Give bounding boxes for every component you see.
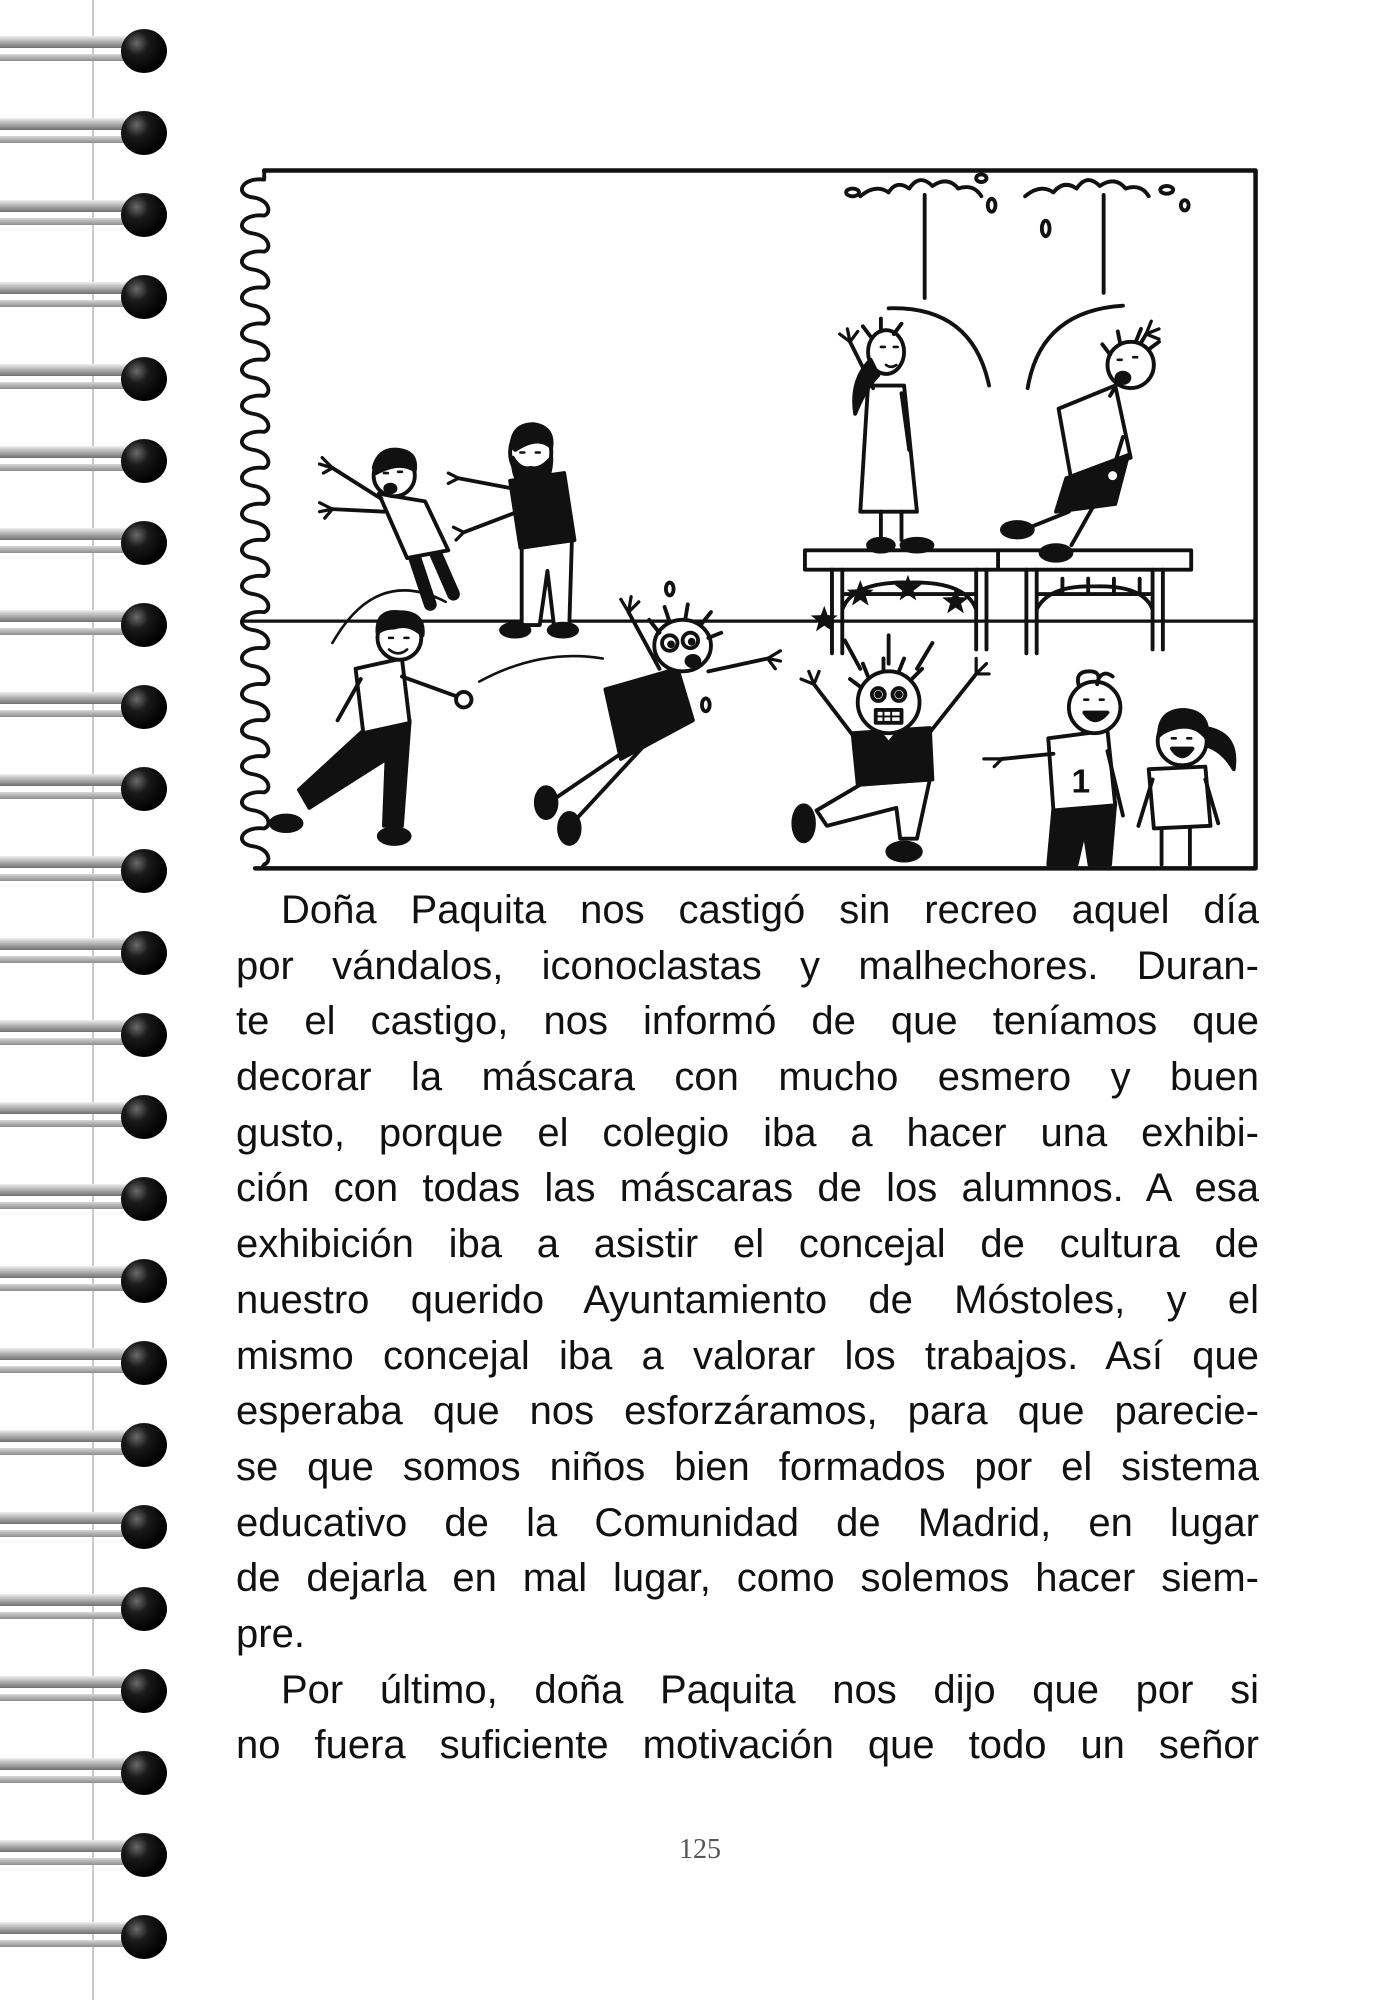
mouth [686, 656, 699, 666]
shoe [379, 828, 410, 843]
drop [1160, 186, 1173, 194]
sweat-drop [666, 583, 674, 596]
splash [1025, 180, 1149, 196]
binding-wire [0, 1940, 126, 1947]
binding-wire [0, 874, 126, 881]
impact-lines [845, 635, 933, 668]
binding-ring [0, 849, 170, 893]
shoe [793, 805, 814, 841]
shirt-number: 1 [1071, 763, 1091, 801]
pants [817, 780, 930, 839]
binding-hole [121, 29, 167, 73]
binding-wire [0, 300, 126, 307]
sweat-drop [702, 698, 710, 711]
legs [556, 749, 641, 819]
binding-hole [121, 1587, 167, 1631]
binding-ring [0, 685, 170, 729]
kid-standing-on-table-right [1002, 321, 1159, 560]
binding-wire [0, 136, 126, 143]
laughing-girl [1138, 710, 1234, 865]
binding-ring [0, 603, 170, 647]
drop [976, 174, 986, 182]
splash [860, 180, 981, 196]
bump-star [942, 588, 969, 614]
text-line: ción con todas las máscaras de los alumnos. A esa [236, 1166, 1259, 1211]
text-line: Doña Paquita nos castigó sin recreo aquel día [281, 888, 1259, 932]
binding-ring [0, 1751, 170, 1795]
fist [456, 692, 471, 707]
binding-hole [121, 193, 167, 237]
binding-hole [121, 1013, 167, 1057]
illustration-part [242, 171, 1256, 869]
bump-star [847, 580, 874, 606]
kid-with-bumps [793, 575, 989, 861]
binding-wire [0, 1858, 126, 1865]
binding-ring [0, 1095, 170, 1139]
text-line: te el castigo, nos informó de que teníamos que [236, 999, 1259, 1044]
text-line: gusto, porque el colegio iba a hacer una exhibi- [236, 1110, 1259, 1155]
drop [846, 189, 859, 197]
head [1108, 342, 1154, 388]
binding-wire [0, 1366, 126, 1373]
drop [1181, 200, 1189, 210]
text-line: pre. [236, 1611, 305, 1656]
binding-ring [0, 275, 170, 319]
hand [840, 329, 858, 342]
shoe [868, 539, 894, 552]
binding-hole [121, 439, 167, 483]
laughing-kid-number-one [984, 671, 1123, 864]
shoe [536, 787, 557, 818]
kid-being-pushed [320, 450, 454, 605]
text-line: se que somos niños bien formados por el sistema [236, 1444, 1259, 1489]
binding-wire [0, 956, 126, 963]
binding-hole [121, 1669, 167, 1713]
text-line: no fuera suficiente motivación que todo un señor [236, 1723, 1259, 1768]
binding-ring [0, 29, 170, 73]
mouth [1117, 373, 1130, 383]
binding-ring [0, 1587, 170, 1631]
text-line: decorar la máscara con mucho esmero y buen [236, 1055, 1259, 1100]
binding-wire [0, 1120, 126, 1127]
shirt [1149, 767, 1211, 829]
shirt [379, 494, 449, 558]
text-line: mismo concejal iba a valorar los trabajos. Así que [236, 1333, 1259, 1378]
binding-hole [121, 1259, 167, 1303]
binding-ring [0, 439, 170, 483]
text-line: por vándalos, iconoclastas y malhechores. Duran- [236, 943, 1259, 988]
pupil [690, 640, 694, 644]
text-line: de dejarla en mal lugar, como solemos hacer siem- [236, 1556, 1259, 1601]
text-line: nuestro querido Ayuntamiento de Móstoles, y el [236, 1277, 1259, 1322]
binding-ring [0, 1259, 170, 1303]
binding-ring [0, 1423, 170, 1467]
pants [299, 720, 410, 826]
text-line: esperaba que nos esforzáramos, para que parecie- [236, 1389, 1259, 1434]
binding-hole [121, 1505, 167, 1549]
pupil [876, 693, 880, 697]
text-line: Por último, doña Paquita nos dijo que por si [281, 1667, 1259, 1712]
binding-wire [0, 792, 126, 799]
binding-ring [0, 521, 170, 565]
binding-wire [0, 1038, 126, 1045]
shoe [902, 539, 933, 552]
text-line: educativo de la Comunidad de Madrid, en lugar [236, 1500, 1259, 1545]
binding-wire [0, 1202, 126, 1209]
shirt [356, 658, 410, 733]
mouth [385, 485, 395, 493]
binding-ring [0, 1177, 170, 1221]
hand [1146, 321, 1159, 339]
legs [1162, 826, 1190, 865]
binding-wire [0, 1530, 126, 1537]
shoe [549, 624, 577, 637]
binding-ring [0, 1341, 170, 1385]
bearded-kid-pushing [448, 424, 577, 636]
binding-hole [121, 1423, 167, 1467]
paragraph [236, 1663, 1259, 1774]
binding-ring [0, 193, 170, 237]
pants [522, 540, 572, 625]
binding-hole [121, 1751, 167, 1795]
binding-hole [121, 275, 167, 319]
pointing-finger [984, 759, 1002, 767]
shoe [271, 816, 302, 831]
binding-wire [0, 382, 126, 389]
page-number: 125 [679, 1834, 721, 1865]
shoe [559, 813, 580, 844]
kid-standing-on-table-left [840, 319, 933, 552]
binding-wire [0, 546, 126, 553]
binding-ring [0, 1833, 170, 1877]
binding-hole [121, 1341, 167, 1385]
kicking-kid [271, 590, 472, 844]
binding-ring [0, 1915, 170, 1959]
binding-hole [121, 1095, 167, 1139]
binding-hole [121, 521, 167, 565]
table-leg-right [1026, 570, 1162, 654]
spiral-binding [0, 0, 175, 2000]
binding-wire [0, 54, 126, 61]
text-line: exhibición iba a asistir el concejal de cultura de [236, 1222, 1259, 1267]
binding-hole [121, 1177, 167, 1221]
hand [1106, 469, 1119, 482]
head [1069, 682, 1121, 734]
shoe [1041, 545, 1072, 560]
binding-ring [0, 111, 170, 155]
binding-ring [0, 931, 170, 975]
pupil [897, 693, 901, 697]
pants [1048, 803, 1115, 865]
mouth [1172, 749, 1193, 757]
bump-star [894, 575, 921, 601]
shoe [1002, 522, 1033, 537]
binding-hole [121, 931, 167, 975]
binding-hole [121, 111, 167, 155]
binding-wire [0, 464, 126, 471]
pupil [669, 642, 673, 646]
pigtail [1205, 728, 1234, 769]
binding-wire [0, 628, 126, 635]
frame-curly-edge [242, 171, 268, 869]
binding-ring [0, 1013, 170, 1057]
arm [459, 478, 518, 532]
binding-wire [0, 1284, 126, 1291]
binding-ring [0, 357, 170, 401]
binding-hole [121, 1833, 167, 1877]
binding-hole [121, 357, 167, 401]
binding-hole [121, 849, 167, 893]
binding-hole [121, 603, 167, 647]
binding-ring [0, 767, 170, 811]
illustration [232, 160, 1262, 875]
hand [448, 473, 463, 540]
binding-wire [0, 710, 126, 717]
shirt [605, 669, 693, 759]
binding-hole [121, 767, 167, 811]
body-text [236, 883, 1259, 1774]
shoe [887, 843, 920, 861]
drop [1042, 221, 1050, 236]
platform-table [805, 550, 1191, 653]
binding-wire [0, 1694, 126, 1701]
binding-hole [121, 1915, 167, 1959]
binding-wire [0, 1448, 126, 1455]
binding-hole [121, 685, 167, 729]
binding-ring [0, 1669, 170, 1713]
legs [881, 512, 902, 540]
hand [320, 458, 333, 519]
drop [988, 199, 996, 212]
binding-wire [0, 1776, 126, 1783]
binding-wire [0, 218, 126, 225]
binding-wire [0, 1612, 126, 1619]
paragraph [236, 883, 1259, 1663]
motion-arc [479, 656, 603, 682]
binding-ring [0, 1505, 170, 1549]
shoe [501, 624, 529, 637]
